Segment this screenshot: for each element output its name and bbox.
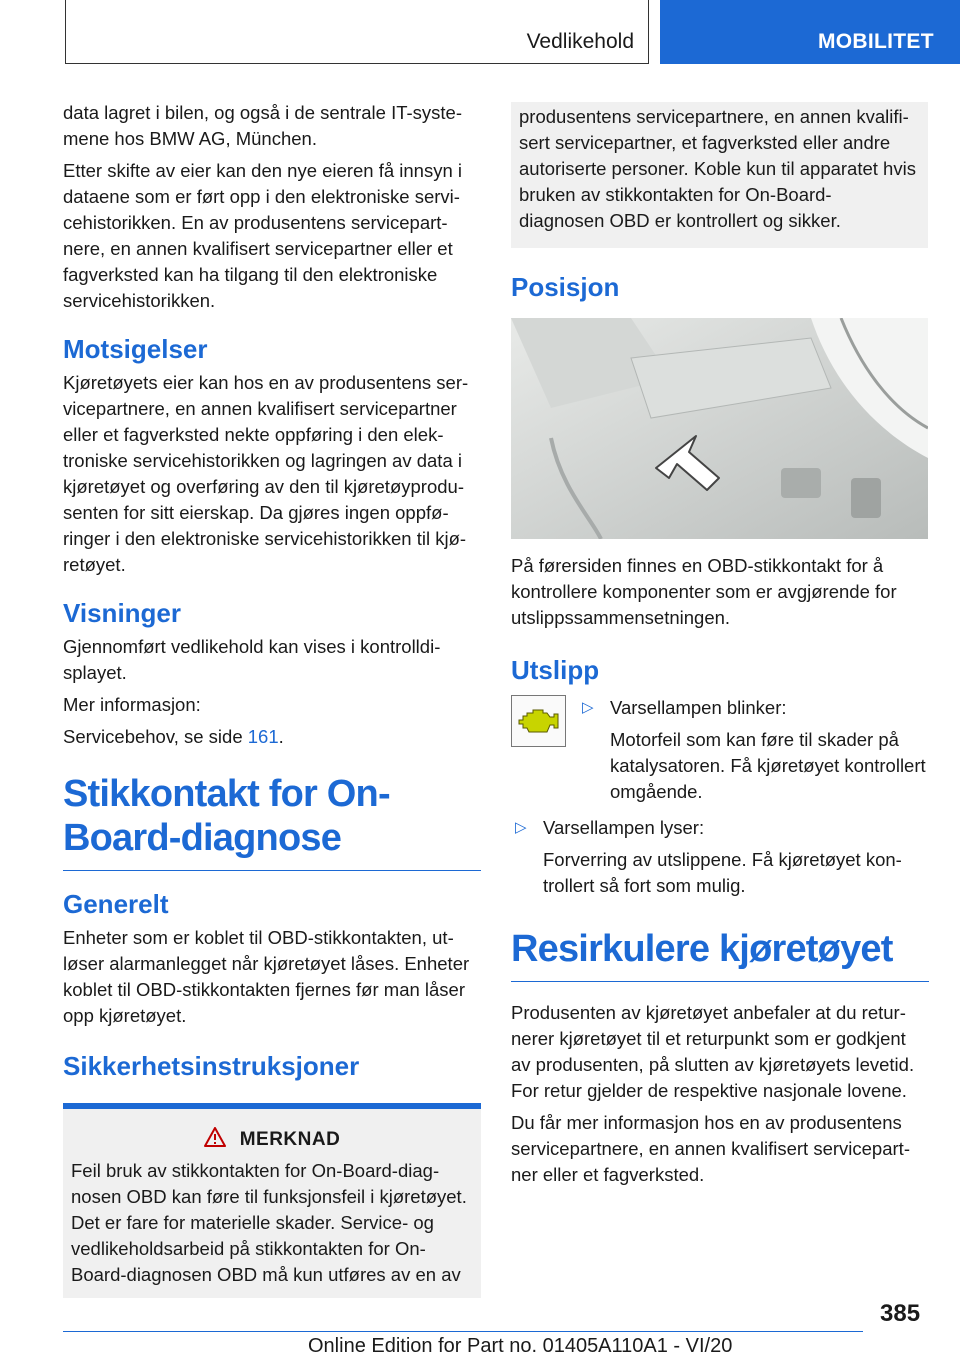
heading-rule: [63, 870, 481, 871]
warning-title-row: [71, 1127, 473, 1152]
heading-visninger: Visninger: [63, 598, 182, 628]
paragraph: Gjennomført vedlikehold kan vises i kontrolldisplayet.: [63, 636, 441, 683]
heading-posisjon: Posisjon: [511, 272, 620, 302]
paragraph: Du får mer informasjon hos en av produsentens servicepartnere, en annen kvalifisert servicepartner eller et fagverksted.: [511, 1112, 910, 1185]
warning-continuation-box: [511, 102, 928, 248]
bullet-text: Varsellampen lyser:: [543, 817, 705, 838]
page-number: 385: [880, 1300, 921, 1327]
reference-text: Servicebehov, se side: [63, 726, 248, 747]
paragraph: Kjøretøyets eier kan hos en av produsentens servicepartnere, en annen kvalifisert servicepartner eller et fagverksted nekte oppføring i den elektroniske servicehistorikken og lagringen av data i kjøretøyet og overføring av den til kjøretøyprodusenten for sitt eierskap. Da gjøres ingen oppføringer i den elektroniske servicehistorikken til kjøretøyet.: [63, 372, 469, 575]
heading-utslipp: Utslipp: [511, 655, 600, 685]
footer-edition: Online Edition for Part no. 01405A110A1 - VI/20: [308, 1335, 733, 1357]
paragraph: data lagret i bilen, og også i de sentrale IT-systemene hos BMW AG, München.: [63, 102, 463, 149]
lamp-bullet-list: [578, 695, 929, 811]
list-item: [511, 815, 929, 927]
heading-resirkulere: Resirkulere kjøretøyet: [511, 928, 893, 970]
triangle-bullet-icon: ▷: [515, 819, 527, 836]
page-link[interactable]: 161: [247, 726, 279, 747]
reference-end: .: [278, 726, 284, 747]
list-item: [578, 695, 929, 811]
warning-triangle-icon: [204, 1127, 226, 1152]
paragraph: Produsenten av kjøretøyet anbefaler at du returnerer kjøretøyet til et returpunkt som er godkjent av produsenten, på slutten av kjøretøyets levetid. For retur gjelder de respektive nasjonale lovene.: [511, 1002, 915, 1101]
paragraph: På førersiden finnes en OBD-stikkontakt for å kontrollere komponenter som er avgjørende for utslippssammensetningen.: [511, 555, 897, 628]
header-tab-mobilitet[interactable]: MOBILITET: [660, 0, 960, 64]
bullet-subtext: Forverring av utslippene. Få kjøretøyet kontrollert så fort som mulig.: [543, 849, 902, 896]
warning-title: MERKNAD: [239, 1128, 341, 1150]
left-column: [63, 100, 481, 1298]
heading-sikkerhet: Sikkerhetsinstruksjoner: [63, 1051, 360, 1081]
paragraph-reference: [63, 724, 481, 750]
bullet-text: Varsellampen blinker:: [610, 697, 787, 718]
obd-location-image: [511, 318, 928, 539]
warning-box: [63, 1103, 481, 1298]
paragraph: Enheter som er koblet til OBD-stikkontakten, utløser alarmanlegget når kjøretøyet låses. Enheter koblet til OBD-stikkontakten fjernes før man låser opp kjøretøyet.: [63, 927, 470, 1026]
emission-lamp-row: [511, 695, 929, 811]
bullet-subtext: Motorfeil som kan føre til skader på katalysatoren. Få kjøretøyet kontrollert omgående.: [610, 729, 926, 802]
paragraph: Mer informasjon:: [63, 694, 201, 715]
header-frame: [65, 0, 649, 64]
paragraph: Etter skifte av eier kan den nye eieren få innsyn i dataene som er ført opp i den elektroniske servicehistorikken. En av produsentens servicepartnere, en annen kvalifisert servicepartner eller et fagverksted kan ha tilgang til den elektroniske servicehistorikken.: [63, 160, 462, 311]
header-section-label: Vedlikehold: [526, 30, 634, 53]
engine-warning-lamp-icon: [511, 695, 566, 747]
heading-rule: [511, 981, 929, 982]
right-column: [511, 102, 929, 1194]
warning-text: Feil bruk av stikkontakten for On-Board-diagnosen OBD kan føre til funksjonsfeil i kjøretøyet. Det er fare for materielle skader. Service- og vedlikeholdsarbeid på stikkontakten for On-Board-diagnosen OBD må kun utføres av en av: [71, 1160, 467, 1285]
footer-rule: [63, 1331, 863, 1332]
warning-text-continued: produsentens servicepartnere, en annen kvalifisert servicepartner, et fagverksted eller andre autoriserte personer. Koble kun til apparatet hvis bruken av stikkontakten for On-Board-diagnosen OBD er kontrollert og sikker.: [519, 106, 916, 231]
heading-stikkontakt: Stikkontakt for On-Board-diagnose: [63, 773, 390, 859]
heading-generelt: Generelt: [63, 889, 169, 919]
triangle-bullet-icon: ▷: [582, 699, 594, 716]
heading-motsigelser: Motsigelser: [63, 334, 208, 364]
